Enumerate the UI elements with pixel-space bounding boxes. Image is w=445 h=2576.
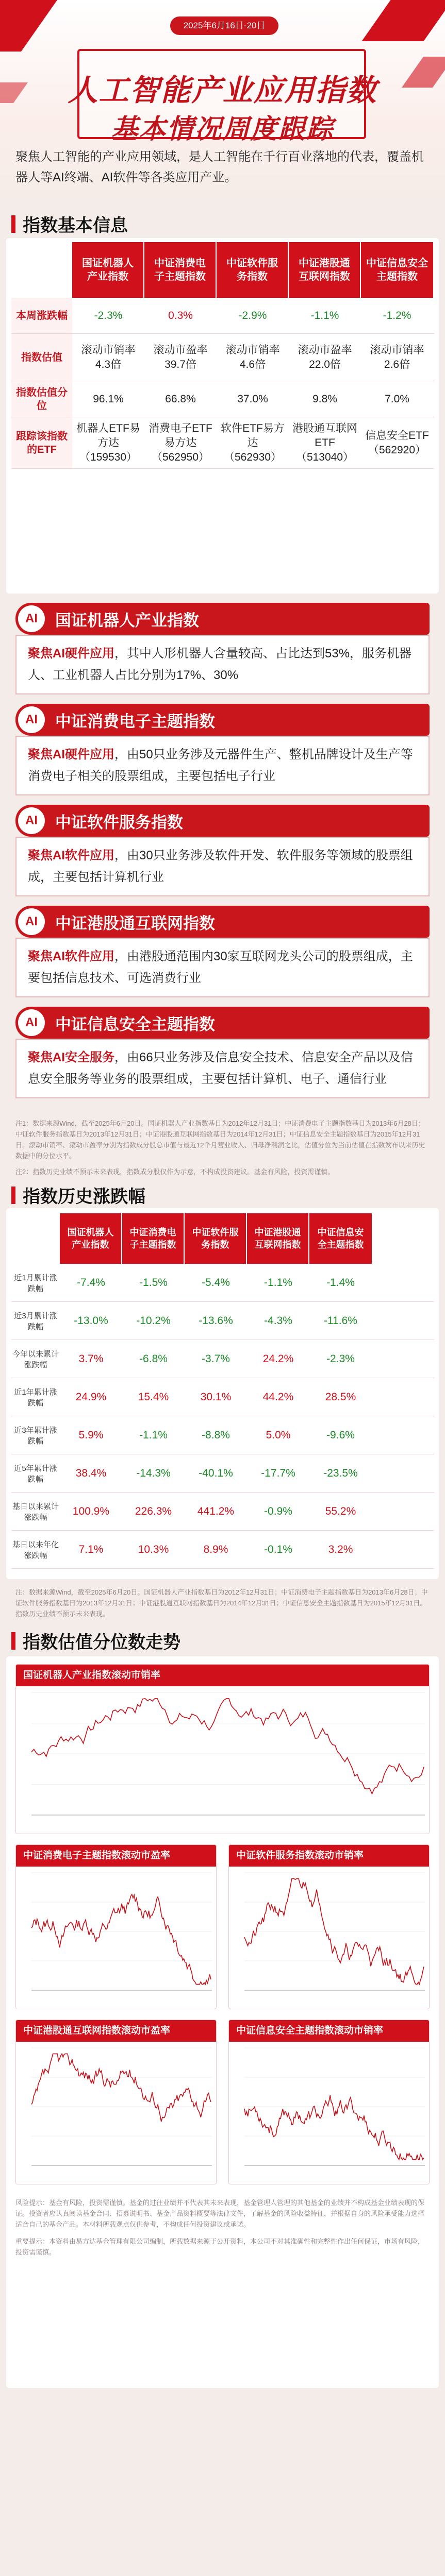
- subsection-highlight: 聚焦AI安全服务: [28, 1050, 114, 1064]
- page-subtitle: 基本情况周度跟踪: [111, 114, 334, 144]
- subsection-body: [15, 736, 430, 795]
- table-cell: -10.2%: [136, 1314, 171, 1327]
- subsection-header: [15, 805, 430, 837]
- table-cell: 8.9%: [203, 1543, 228, 1555]
- chart-plot: [16, 1686, 430, 1834]
- chart-title: 中证信息安全主题指数滚动市销率: [229, 2020, 429, 2042]
- chart-title: 国证机器人产业指数滚动市销率: [16, 1665, 429, 1686]
- row-label: 近1年累计涨跌幅: [14, 1387, 57, 1408]
- row-label: 近3年累计涨跌幅: [14, 1426, 57, 1446]
- table-cell: -17.7%: [261, 1467, 295, 1479]
- table-cell: 441.2%: [197, 1505, 235, 1517]
- series-line: [31, 1699, 424, 1794]
- subsection-body: [15, 635, 430, 694]
- section-basic-title: 指数基本信息: [11, 211, 128, 236]
- table-row: [11, 1531, 434, 1569]
- subsection-text: ，由港股通范围内30家互联网龙头公司的股票组成，主要包括信息技术、可选消费行业: [28, 950, 413, 985]
- table-cell: -6.8%: [139, 1352, 168, 1365]
- header-decor: [0, 0, 72, 52]
- table-cell: 软件ETF易方达 （562930）: [221, 422, 285, 463]
- table-cell: 38.4%: [75, 1467, 107, 1479]
- table-cell: -40.1%: [199, 1467, 233, 1479]
- note-text: 注：数据来源Wind，截至2025年6月20日。国证机器人产业指数基日为2012年12月31日；中证消费电子主题指数基日为2013年6月28日；中证软件服务指数基日为2013年12月31日；中证港股通互联网指数基日为2014年12月31日；中证信息安全主题指数基日为2015年12月31日。指数历史业绩不预示未来表现。: [15, 1588, 428, 1618]
- table-cell: 滚动市盈率 22.0倍: [298, 344, 352, 370]
- table-cell: -3.7%: [202, 1352, 230, 1365]
- table-cell: -8.8%: [202, 1429, 230, 1441]
- row-label: 指数估值: [11, 334, 72, 381]
- table-cell: -2.3%: [94, 309, 123, 321]
- table-cell: 7.0%: [385, 393, 409, 405]
- table-row: [11, 1340, 434, 1378]
- table-row: [11, 1493, 434, 1531]
- valuation-chart: [15, 1664, 430, 1834]
- notes-block-2: [15, 1587, 430, 1624]
- table-cell: -11.6%: [324, 1314, 357, 1327]
- table-cell: 96.1%: [93, 393, 124, 405]
- table-cell: -7.4%: [77, 1276, 105, 1289]
- table-cell: 24.9%: [75, 1391, 107, 1403]
- subsection-body: [15, 938, 430, 997]
- intro-text: 聚焦人工智能的产业应用领域，是人工智能在千行百业落地的代表，覆盖机器人等AI终端、AI软件等各类应用产业。: [15, 150, 424, 184]
- history-table: [11, 1213, 434, 1569]
- table-row: [11, 1454, 434, 1493]
- valuation-chart: [15, 2020, 217, 2184]
- row-label: 本周涨跌幅: [11, 298, 72, 333]
- subsection-text: ，由50只业务涉及元器件生产、整机品牌设计及生产等消费电子相关的股票组成，主要包括电子行业: [28, 748, 413, 783]
- subsection-text: ，其中人形机器人含量较高、占比达到53%，服务机器人、工业机器人占比分别为17%、30%: [28, 647, 412, 682]
- subsection-header: [15, 906, 430, 938]
- table-header-cell: 中证软件服务指数: [217, 242, 289, 298]
- note-text: 注2：指数历史业绩不预示未来表现，指数成分股仅作为示意，不构成投资建议。基金有风险，投资需谨慎。: [15, 1168, 335, 1176]
- table-header-row: [11, 242, 434, 298]
- subsection-title: 中证信息安全主题指数: [55, 1015, 215, 1033]
- table-cell: -1.4%: [326, 1276, 355, 1289]
- table-cell: -1.1%: [264, 1276, 292, 1289]
- table-cell: 5.0%: [266, 1429, 291, 1441]
- valuation-chart: [15, 1844, 217, 2009]
- subsection-highlight: 聚焦AI软件应用: [28, 849, 114, 862]
- table-cell: 机器人ETF易方达 （159530）: [76, 422, 140, 463]
- subsection-title: 中证港股通互联网指数: [55, 914, 215, 933]
- subsection-title: 国证机器人产业指数: [55, 611, 199, 630]
- table-cell: 7.1%: [78, 1543, 104, 1555]
- ai-icon: AI: [18, 807, 45, 834]
- table-cell: -2.3%: [326, 1352, 355, 1365]
- subsection-title: 中证消费电子主题指数: [55, 712, 215, 731]
- table-cell: 9.8%: [312, 393, 337, 405]
- table-row: [11, 1302, 434, 1340]
- table-row: [11, 417, 434, 469]
- table-row: [11, 381, 434, 417]
- date-badge: 2025年6月16日-20日: [170, 16, 278, 35]
- table-cell: 226.3%: [135, 1505, 172, 1517]
- table-cell: -2.9%: [238, 309, 267, 321]
- table-cell: 滚动市销率 2.6倍: [370, 344, 424, 370]
- table-cell: 滚动市盈率 39.7倍: [153, 344, 208, 370]
- table-cell: 44.2%: [262, 1391, 294, 1403]
- table-cell: 24.2%: [262, 1352, 294, 1365]
- series-line: [31, 1894, 211, 1985]
- table-header-cell: 中证消费电子主题指数: [122, 1213, 185, 1264]
- table-row: [11, 1378, 434, 1416]
- table-cell: 37.0%: [237, 393, 268, 405]
- footer-text: 重要提示：本资料由易方达基金管理有限公司编制，所载数据来源于公开资料，本公司不对其准确性和完整性作出任何保证，市场有风险，投资需谨慎。: [15, 2238, 425, 2256]
- table-cell: -1.2%: [383, 309, 411, 321]
- table-cell: 3.7%: [78, 1352, 104, 1365]
- valuation-chart: [228, 1844, 430, 2009]
- table-cell: -13.0%: [74, 1314, 108, 1327]
- chart-plot: [16, 1867, 217, 2009]
- header-decor: [361, 0, 445, 41]
- chart-plot: [229, 2042, 430, 2184]
- chart-plot: [229, 1867, 430, 2009]
- table-row: [11, 1416, 434, 1454]
- table-header-cell: 中证软件服务指数: [185, 1213, 247, 1264]
- subsection-text: ，由66只业务涉及信息安全技术、信息安全产品以及信息安全服务等业务的股票组成，主要包括计算机、电子、通信行业: [28, 1050, 413, 1086]
- table-cell: -14.3%: [136, 1467, 171, 1479]
- row-label: 基日以来累计涨跌幅: [12, 1502, 59, 1522]
- notes-block-1: [15, 1118, 430, 1182]
- table-header-cell: 中证港股通互联网指数: [247, 1213, 309, 1264]
- subsection-highlight: 聚焦AI软件应用: [28, 950, 114, 963]
- series-line: [244, 2095, 424, 2160]
- table-cell: -4.3%: [264, 1314, 292, 1327]
- row-label: 基日以来年化涨跌幅: [12, 1540, 59, 1560]
- subsection-header: [15, 704, 430, 736]
- row-label: 近5年累计涨跌幅: [14, 1464, 57, 1484]
- note-text: 注1：数据来源Wind，截至2025年6月20日。国证机器人产业指数基日为2012年12月31日；中证消费电子主题指数基日为2013年6月28日；中证软件服务指数基日为2013年12月31日；中证港股通互联网指数基日为2014年12月31日；中证信息安全主题指数基日为2015年12月31日。滚动市销率、滚动市盈率分别为指数成分股总市值与最近12个月营业收入、归母净利润之比，估值分位为当前估值在指数发布以来历史数据中的分位水平。: [15, 1120, 425, 1160]
- table-cell: -0.1%: [264, 1543, 292, 1555]
- table-cell: 滚动市销率 4.3倍: [81, 344, 136, 370]
- subsection-text: ，由30只业务涉及软件开发、软件服务等领域的股票组成，主要包括计算机行业: [28, 849, 413, 884]
- table-header-cell: 中证信息安全主题指数: [309, 1213, 372, 1264]
- table-cell: -23.5%: [323, 1467, 358, 1479]
- risk-disclaimer: [15, 2197, 430, 2258]
- table-header-cell: 中证港股通互联网指数: [289, 242, 361, 298]
- chart-title: 中证消费电子主题指数滚动市盈率: [16, 1845, 216, 1867]
- table-cell: -9.6%: [326, 1429, 355, 1441]
- table-header-cell: 国证机器人产业指数: [72, 242, 144, 298]
- row-label: 今年以来累计涨跌幅: [12, 1349, 59, 1369]
- valuation-chart: [228, 2020, 430, 2184]
- table-header-row: [11, 1213, 434, 1264]
- table-cell: 15.4%: [138, 1391, 169, 1403]
- table-row: [11, 334, 434, 381]
- chart-plot: [16, 2042, 217, 2184]
- row-label: 指数估值分位: [11, 381, 72, 417]
- row-label: 近1月累计涨跌幅: [14, 1273, 57, 1293]
- basic-info-table: [11, 242, 434, 469]
- chart-title: 中证港股通互联网指数滚动市盈率: [16, 2020, 216, 2042]
- table-cell: 0.3%: [168, 309, 193, 321]
- subsection-highlight: 聚焦AI硬件应用: [28, 748, 114, 761]
- footer-text: 风险提示：基金有风险，投资需谨慎。基金的过往业绩并不代表其未来表现，基金管理人管理的其他基金的业绩并不构成基金业绩表现的保证。投资者应认真阅读基金合同、招募说明书、基金产品资料概要等法律文件，了解基金的风险收益特征，并根据自身的风险承受能力选择适合自己的基金产品。本材料所载观点仅供参考，不构成任何投资建议或承诺。: [15, 2199, 425, 2228]
- table-cell: -1.5%: [139, 1276, 168, 1289]
- table-cell: 10.3%: [138, 1543, 169, 1555]
- ai-icon: AI: [18, 908, 45, 935]
- ai-icon: AI: [18, 605, 45, 632]
- table-cell: 28.5%: [325, 1391, 356, 1403]
- table-row: [11, 298, 434, 334]
- table-cell: 消费电子ETF易方达 （562950）: [149, 422, 212, 463]
- table-header-cell: 中证信息安全主题指数: [361, 242, 433, 298]
- ai-icon: AI: [18, 1009, 45, 1036]
- table-cell: 30.1%: [200, 1391, 232, 1403]
- table-header-cell: 国证机器人产业指数: [60, 1213, 122, 1264]
- series-line: [31, 2054, 211, 2122]
- table-cell: 港股通互联网ETF （513040）: [292, 422, 357, 463]
- table-header-cell: 中证消费电子主题指数: [144, 242, 217, 298]
- row-label: 近3月累计涨跌幅: [14, 1311, 57, 1331]
- table-cell: 5.9%: [78, 1429, 104, 1441]
- table-cell: -1.1%: [139, 1429, 168, 1441]
- subsection-header: [15, 1007, 430, 1039]
- table-cell: 66.8%: [165, 393, 196, 405]
- table-cell: -0.9%: [264, 1505, 292, 1517]
- table-cell: -1.1%: [310, 309, 339, 321]
- table-cell: 3.2%: [328, 1543, 353, 1555]
- table-cell: 信息安全ETF （562920）: [365, 429, 429, 456]
- chart-title: 中证软件服务指数滚动市销率: [229, 1845, 429, 1867]
- subsection-body: [15, 1039, 430, 1098]
- subsection-title: 中证软件服务指数: [55, 813, 183, 832]
- table-cell: -13.6%: [199, 1314, 233, 1327]
- table-cell: 滚动市销率 4.6倍: [225, 344, 280, 370]
- ai-icon: AI: [18, 706, 45, 733]
- subsection-header: [15, 603, 430, 635]
- table-row: [11, 1264, 434, 1302]
- subsection-highlight: 聚焦AI硬件应用: [28, 647, 114, 660]
- row-label: 跟踪该指数的ETF: [11, 417, 72, 468]
- table-cell: 55.2%: [325, 1505, 356, 1517]
- page-title: 人工智能产业应用指数: [68, 74, 377, 107]
- table-cell: 100.9%: [72, 1505, 110, 1517]
- table-cell: -5.4%: [202, 1276, 230, 1289]
- section-valuation-title: 指数估值分位数走势: [11, 1628, 180, 1653]
- section-history-title: 指数历史涨跌幅: [11, 1182, 145, 1208]
- subsection-body: [15, 837, 430, 896]
